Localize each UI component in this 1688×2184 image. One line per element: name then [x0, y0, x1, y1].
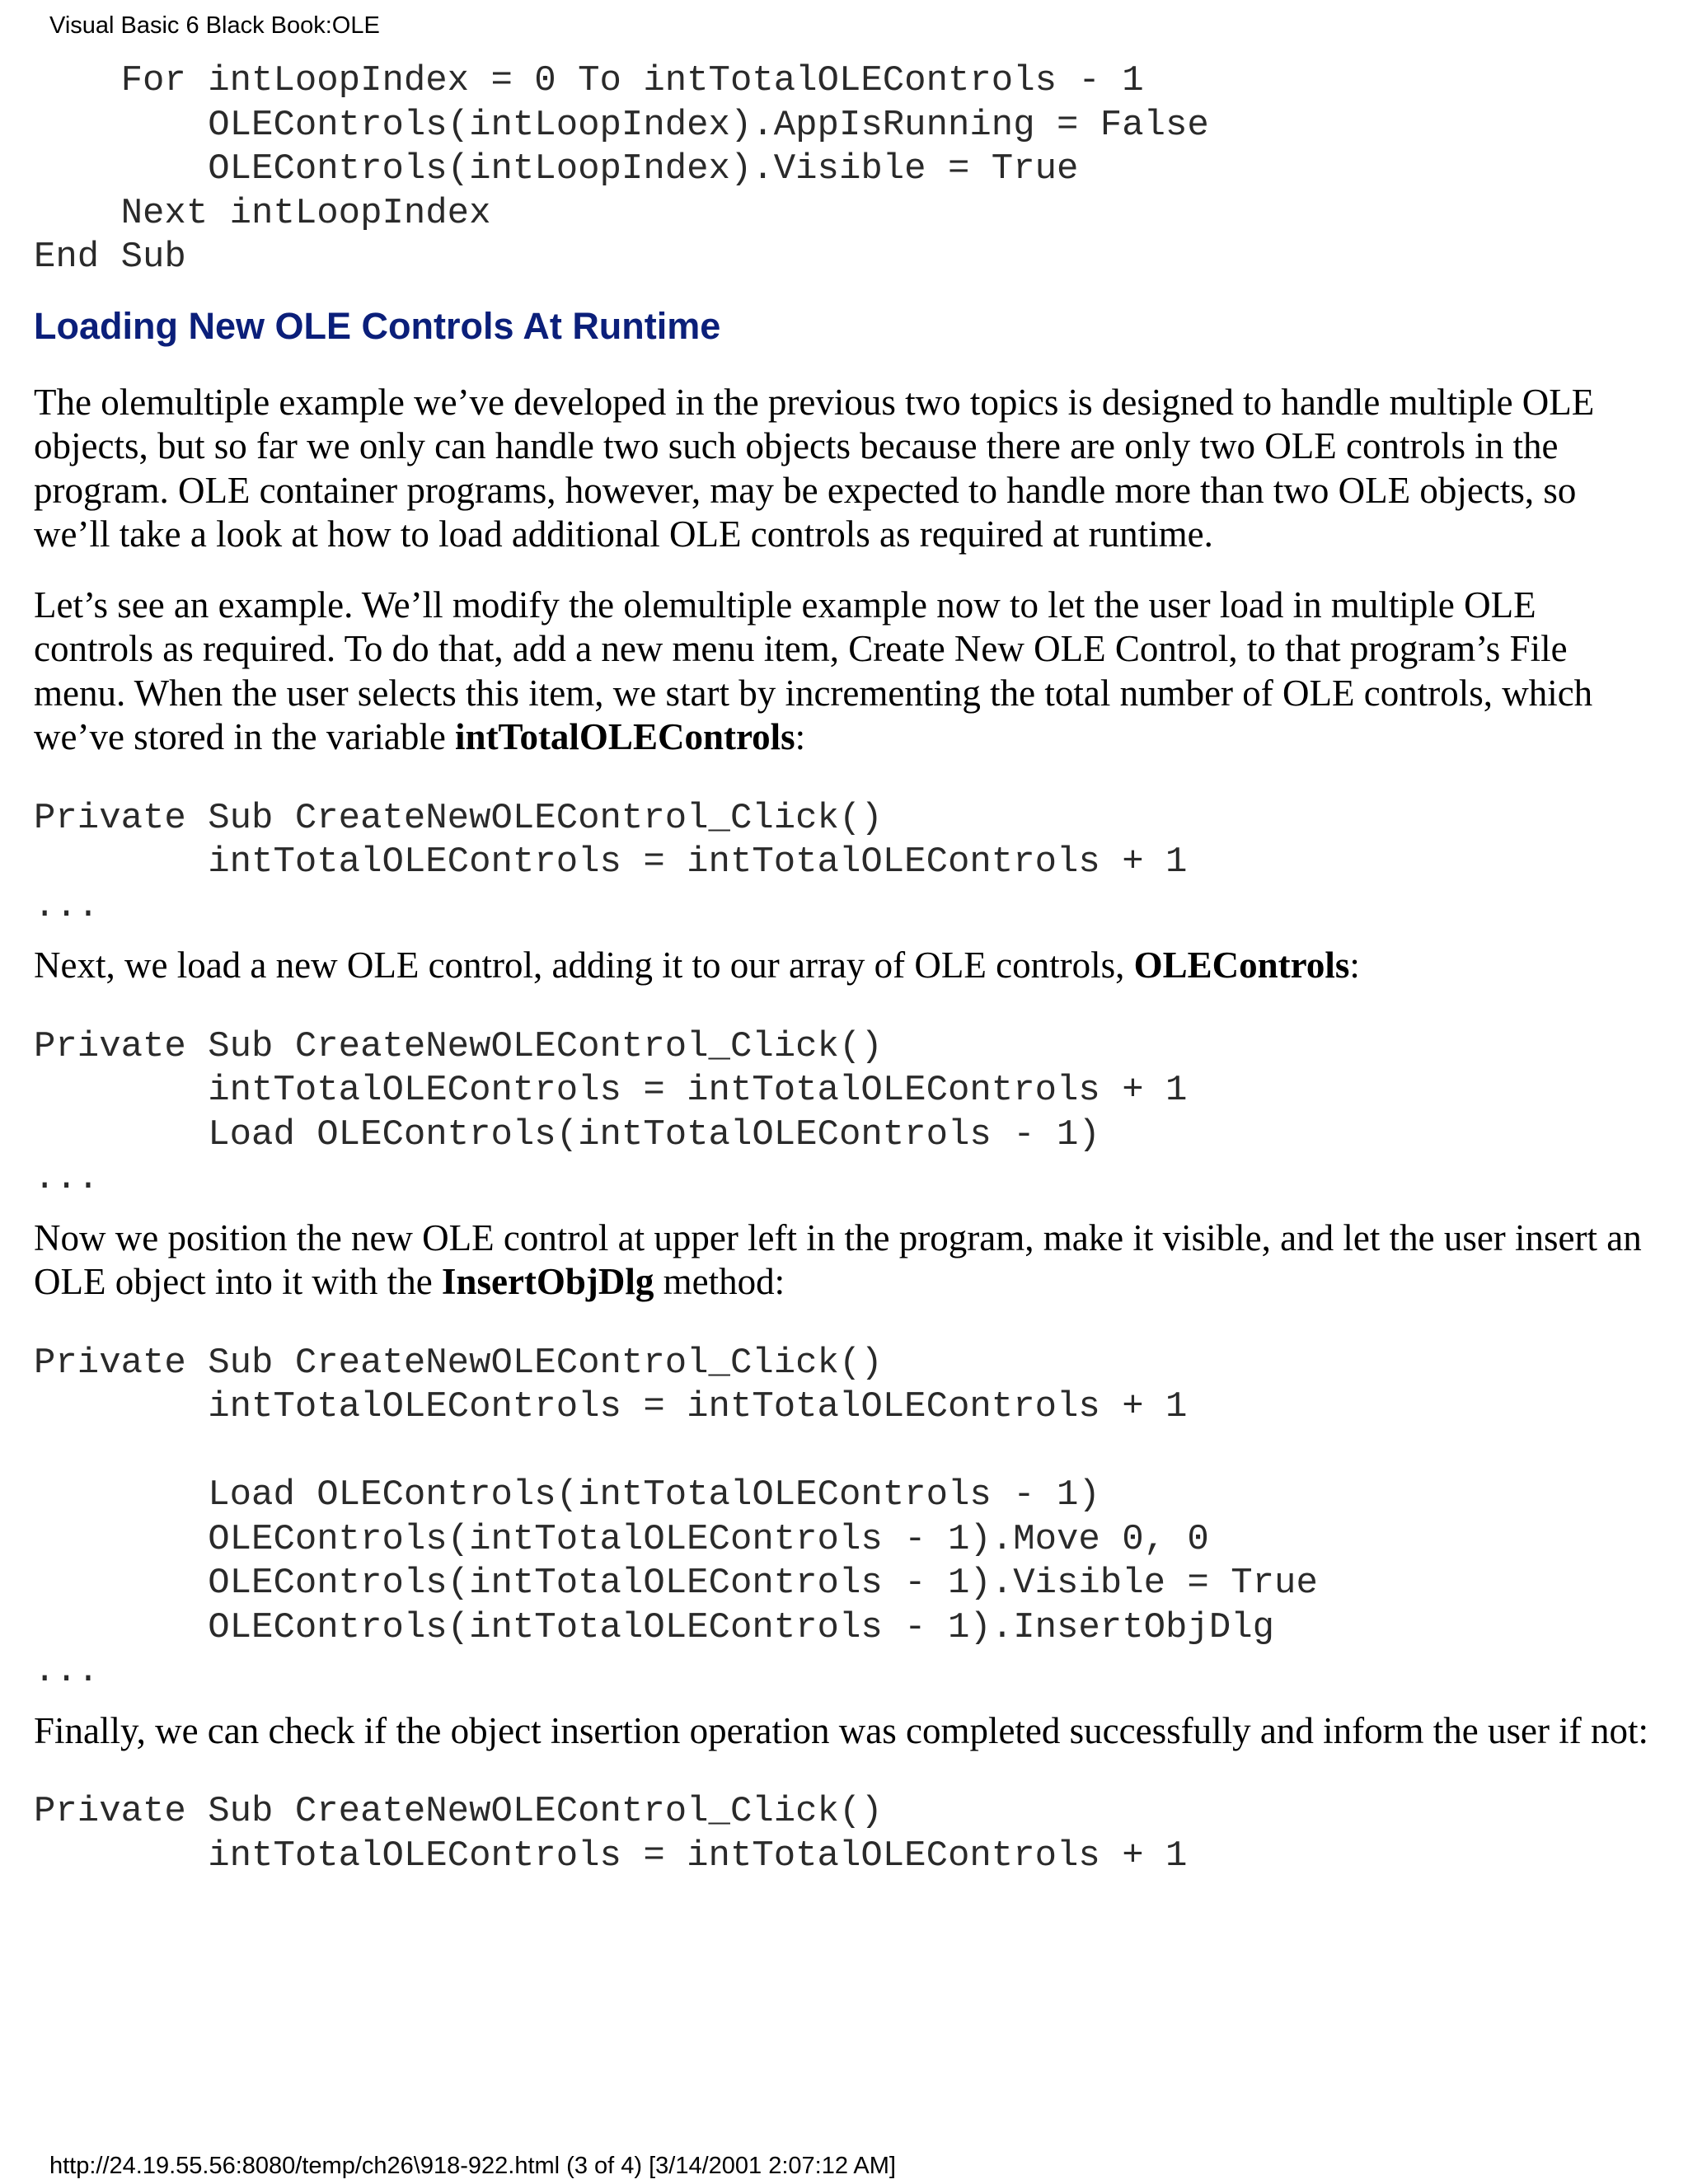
code-block-increment: Private Sub CreateNewOLEControl_Click() intTotalOLEControls = intTotalOLEControls + 1 ... — [34, 797, 1188, 927]
page-header: Visual Basic 6 Black Book:OLE — [49, 12, 380, 39]
paragraph-example — [34, 583, 1662, 760]
paragraph-load-text: Next, we load a new OLE control, adding it to our array of OLE controls, — [34, 944, 1134, 986]
paragraph-example-bold: intTotalOLEControls — [455, 716, 795, 757]
paragraph-example-after: : — [795, 716, 806, 757]
section-heading: Loading New OLE Controls At Runtime — [34, 304, 721, 347]
paragraph-position — [34, 1216, 1662, 1305]
paragraph-load — [34, 944, 1662, 988]
paragraph-example-text: Let’s see an example. We’ll modify the olemultiple example now to let the user load in multiple OLE controls as required. To do that, add a new menu item, Create New OLE Control, to that program’s File menu. When the user selects this item, we start by incrementing the total number of OLE controls, which we’ve stored in the variable — [34, 583, 1593, 757]
paragraph-finally: Finally, we can check if the object insertion operation was completed successfully and inform the user if not: — [34, 1709, 1648, 1751]
paragraph-position-text: Now we position the new OLE control at upper left in the program, make it visible, and let the user insert an OLE object into it with the — [34, 1216, 1642, 1302]
paragraph-position-after: method: — [654, 1261, 785, 1302]
paragraph-position-bold: InsertObjDlg — [441, 1261, 654, 1302]
page-footer-url: http://24.19.55.56:8080/temp/ch26\918-922.html (3 of 4) [3/14/2001 2:07:12 AM] — [49, 2153, 896, 2179]
code-block-load: Private Sub CreateNewOLEControl_Click() intTotalOLEControls = intTotalOLEControls + 1 Load OLEControls(intTotalOLEControls - 1) ... — [34, 1025, 1188, 1199]
code-block-insert: Private Sub CreateNewOLEControl_Click() intTotalOLEControls = intTotalOLEControls + 1 Load OLEControls(intTotalOLEControls - 1) OLEControls(intTotalOLEControls - 1).Move 0, 0 OLEControls(intTotalOLEControls - 1).Visible = True OLEControls(intTotalOLEControls - 1).InsertObjDlg ... — [34, 1342, 1318, 1692]
code-block-loop: For intLoopIndex = 0 To intTotalOLEControls - 1 OLEControls(intLoopIndex).AppIsRunning = False OLEControls(intLoopIndex).Visible = True Next intLoopIndex End Sub — [34, 60, 1209, 278]
paragraph-intro: The olemultiple example we’ve developed in the previous two topics is designed to handle multiple OLE objects, but so far we only can handle two such objects because there are only two OLE controls in the program. OLE container programs, however, may be expected to handle more than two OLE objects, so we’ll take a look at how to load additional OLE controls as required at runtime. — [34, 381, 1595, 555]
code-block-check: Private Sub CreateNewOLEControl_Click() intTotalOLEControls = intTotalOLEControls + 1 — [34, 1791, 1188, 1877]
document-body — [34, 59, 1662, 1878]
paragraph-load-bold: OLEControls — [1133, 944, 1350, 986]
paragraph-load-after: : — [1349, 944, 1360, 986]
